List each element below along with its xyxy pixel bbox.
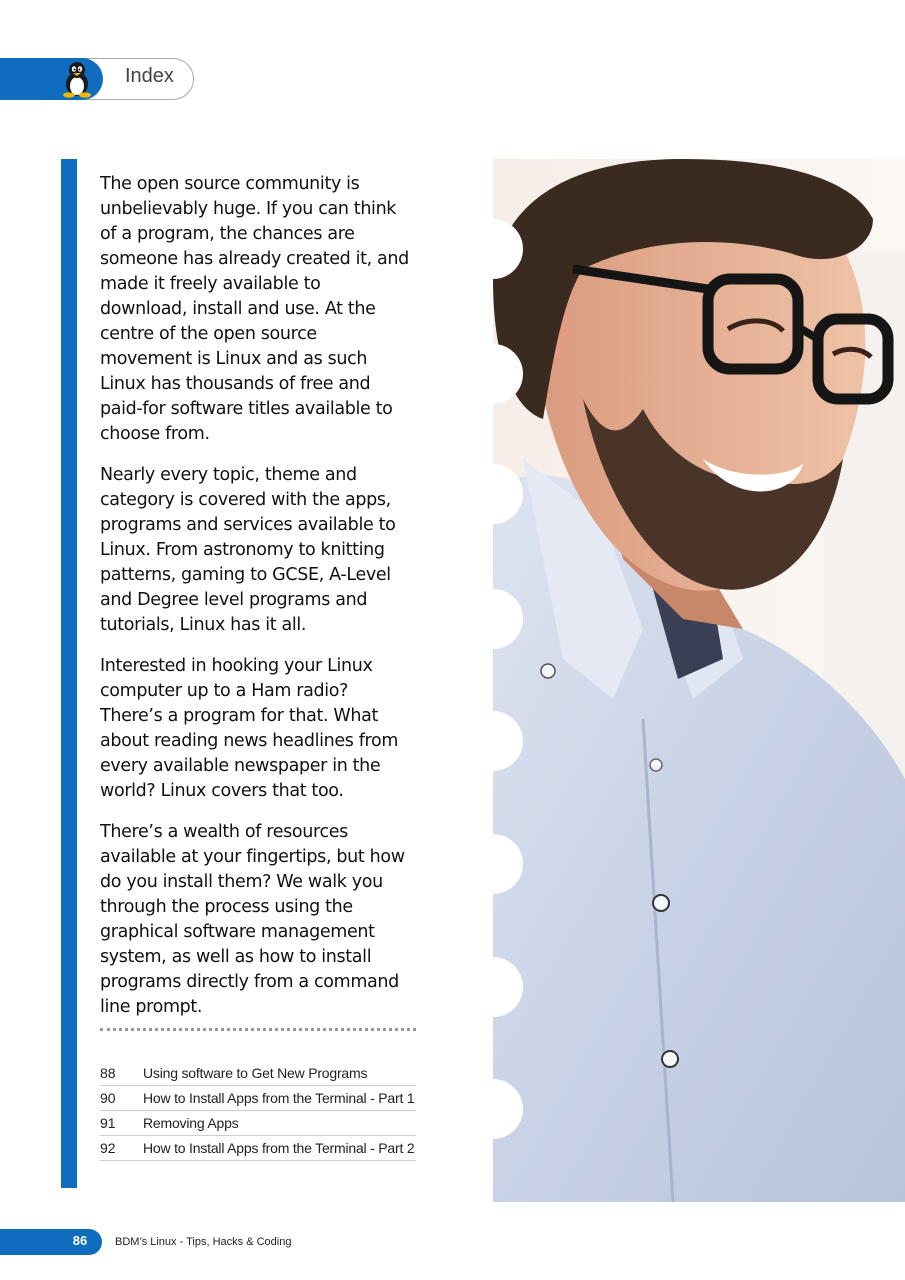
index-page-number: 91: [100, 1115, 116, 1131]
index-entry[interactable]: [100, 1061, 416, 1086]
publication-title: BDM’s Linux - Tips, Hacks & Coding: [115, 1236, 292, 1248]
index-entry-title: Using software to Get New Programs: [143, 1065, 368, 1081]
page-number: 86: [72, 1233, 88, 1248]
index-entry-title: Removing Apps: [143, 1115, 239, 1131]
index-entry[interactable]: [100, 1086, 416, 1111]
hero-photo: [493, 159, 905, 1202]
intro-text: [100, 172, 410, 1036]
index-entry-title: How to Install Apps from the Terminal - Part 2: [143, 1140, 415, 1156]
index-page-number: 92: [100, 1140, 116, 1156]
side-accent-bar: [61, 159, 77, 1188]
index-page-number: 88: [100, 1065, 116, 1081]
index-entry[interactable]: [100, 1136, 416, 1161]
intro-paragraph: Interested in hooking your Linux computer up to a Ham radio? There’s a program for that. What about reading news headlines from every available newspaper in the world? Linux covers that too.: [100, 656, 399, 801]
intro-paragraph: There’s a wealth of resources available at your fingertips, but how do you install them? We walk you through the process using the graphical software management system, as well as how to install programs directly from a command line prompt.: [100, 822, 405, 1017]
index-entry[interactable]: [100, 1111, 416, 1136]
index-entry-title: How to Install Apps from the Terminal - Part 1: [143, 1090, 415, 1106]
intro-paragraph: The open source community is unbelievably huge. If you can think of a program, the chances are someone has already created it, and made it freely available to download, install and use. At the centre of the open source movement is Linux and as such Linux has thousands of free and paid-for software titles available to choose from.: [100, 174, 409, 444]
intro-paragraph: Nearly every topic, theme and category is covered with the apps, programs and services available to Linux. From astronomy to knitting patterns, gaming to GCSE, A-Level and Degree level programs and tutorials, Linux has it all.: [100, 465, 396, 635]
index-page-number: 90: [100, 1090, 116, 1106]
dotted-divider: [100, 1028, 416, 1031]
section-title: Index: [125, 65, 174, 87]
index-list: [100, 1061, 416, 1161]
tux-penguin-icon: [60, 60, 94, 98]
